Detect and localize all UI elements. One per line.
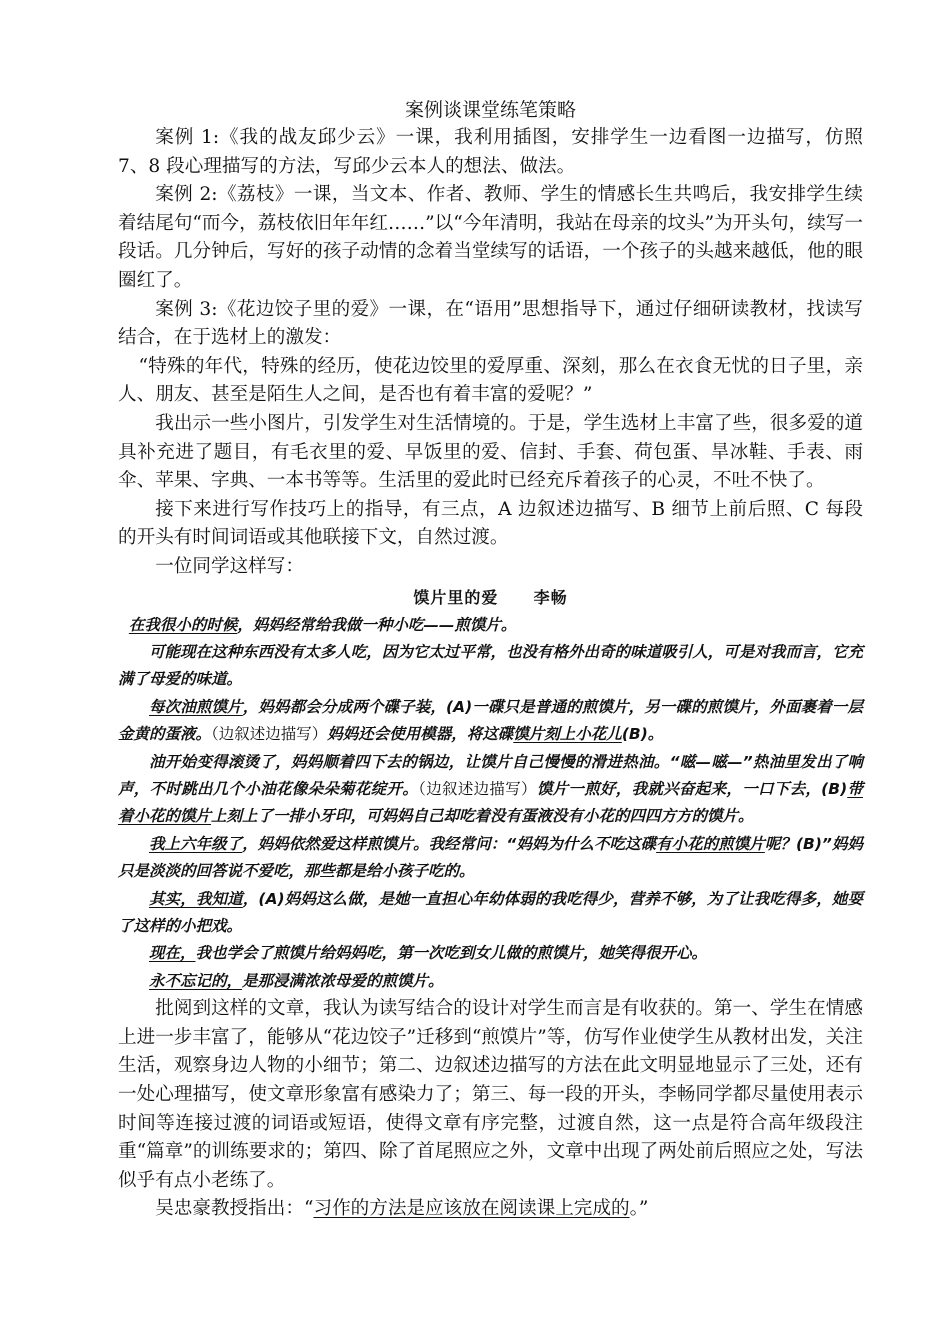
essay-text: 是那浸满浓浓母爱的煎馍片。 (242, 971, 444, 990)
document-page (118, 96, 863, 1224)
essay-paragraph-4 (118, 749, 863, 831)
underlined-phrase: 其实，我知道 (149, 889, 243, 908)
underlined-phrase: 馍片刻上小花儿 (513, 725, 622, 744)
underlined-phrase: 有小花的煎馍片 (656, 834, 765, 853)
annotation-note: （边叙述边描写） (418, 779, 537, 798)
underlined-phrase: 带着小花的馍片 (118, 779, 863, 826)
underlined-phrase: 在我很小的时候 (128, 615, 238, 634)
underlined-phrase: 现在， (149, 944, 196, 963)
images-paragraph: 我出示一些小图片，引发学生对生活情境的。于是，学生选材上丰富了些，很多爱的道具补充进了题目，有毛衣里的爱、早饭里的爱、信封、手套、荷包蛋、旱冰鞋、手表、雨伞、苹果、字典、一本书等等。生活里的爱此时已经充斥着孩子的心灵，不吐不快了。 (118, 412, 863, 492)
essay-heading (118, 584, 863, 612)
case-3-paragraph: 案例 3:《花边饺子里的爱》一课，在“语用”思想指导下，通过仔细研读教材，找读写结合，在于选材上的激发： (118, 298, 863, 349)
essay-text: 上刻上了一排小牙印，可妈妈自己却吃着没有蛋液没有小花的四四方方的馍片。 (211, 807, 754, 826)
case-2-paragraph: 案例 2:《荔枝》一课，当文本、作者、教师、学生的情感长生共鸣后，我安排学生续着结尾句“而今，荔枝依旧年年红……”以“今年清明，我站在母亲的坟头”为开头句，续写一段话。几分钟后，写好的孩子动情的念着当堂续写的话语，一个孩子的头越来越低，他的眼圈红了。 (118, 184, 863, 291)
essay-paragraph-6 (118, 886, 863, 941)
professor-quote-paragraph (118, 1195, 863, 1224)
essay-text: 呢？(B)”妈妈只是淡淡的回答说不爱吃，那些都是给小孩子吃的。 (118, 834, 863, 881)
essay-paragraph-5 (118, 831, 863, 886)
essay-paragraph-7 (118, 940, 863, 967)
essay-text: 妈妈还会使用模器，将这碟 (327, 725, 514, 744)
guidance-paragraph: 接下来进行写作技巧上的指导，有三点，A 边叙述边描写、B 细节上前后照、C 每段的开头有时间词语或其他联接下文，自然过渡。 (118, 498, 863, 549)
essay-text: ，妈妈都会分成两个碟子装，(A)一碟只是普通的煎馍片，另一碟的煎馍片，外面裹着一层金黄的蛋液。 (118, 697, 863, 744)
essay-paragraph-8 (118, 968, 863, 995)
student-intro-paragraph: 一位同学这样写： (155, 555, 304, 577)
case-1-paragraph: 案例 1:《我的战友邱少云》一课，我利用插图，安排学生一边看图一边描写，仿照 7、8 段心理描写的方法，写邱少云本人的想法、做法。 (118, 127, 863, 177)
review-paragraph: 批阅到这样的文章，我认为读写结合的设计对学生而言是有收获的。第一、学生在情感上进一步丰富了，能够从“花边饺子”迁移到“煎馍片”等，仿写作业使学生从教材出发，关注生活，观察身边人物的小细节；第二、边叙述边描写的方法在此文明显地显示了三处，还有一处心理描写，使文章形象富有感染力了；第三、每一段的开头，李畅同学都尽量使用表示时间等连接过渡的词语或短语，使得文章有序完整，过渡自然，这一点是符合高年级段注重“篇章”的训练要求的；第四、除了首尾照应之外，文章中出现了两处前后照应之处，写法似乎有点小老练了。 (118, 998, 863, 1191)
annotation-note: （边叙述边描写） (211, 725, 328, 744)
document-title: 案例谈课堂练笔策略 (404, 99, 576, 121)
essay-text: (B)。 (621, 725, 664, 744)
underlined-quote: 习作的方法是应该放在阅读课上完成的 (313, 1198, 630, 1220)
essay-title: 馍片里的爱 (413, 587, 499, 607)
essay-paragraph-3 (118, 694, 863, 749)
essay-text: ，(A)妈妈这么做，是她一直担心年幼体弱的我吃得少，营养不够，为了让我吃得多，她耍了这样的小把戏。 (118, 889, 863, 935)
essay-paragraph-1 (118, 612, 863, 639)
underlined-phrase: 永不忘记的， (149, 971, 243, 990)
essay-author: 李畅 (533, 587, 568, 607)
quote-mark: 。” (629, 1198, 649, 1220)
underlined-phrase: 每次油煎馍片 (149, 697, 243, 716)
quote-mark: “ (303, 1198, 314, 1220)
essay-paragraph-2: 可能现在这种东西没有太多人吃，因为它太过平常，也没有格外出奇的味道吸引人，可是对我而言，它充满了母爱的味道。 (118, 642, 863, 689)
essay-text: 我也学会了煎馍片给妈妈吃，第一次吃到女儿做的煎馍片，她笑得很开心。 (195, 944, 708, 963)
essay-text: ，妈妈经常给我做一种小吃——煎馍片。 (237, 615, 517, 634)
essay-text: 馍片一煎好，我就兴奋起来，一口下去，(B) (536, 779, 848, 798)
quote-paragraph: “特殊的年代，特殊的经历，使花边饺里的爱厚重、深刻，那么在衣食无忧的日子里，亲人、朋友、甚至是陌生人之间，是否也有着丰富的爱呢？” (118, 355, 863, 406)
essay-text: ，妈妈依然爱这样煎馍片。我经常问：“妈妈为什么不吃这碟 (242, 834, 657, 853)
quote-lead: 吴忠豪教授指出： (155, 1198, 304, 1220)
essay-text: 油开始变得滚烫了，妈妈顺着四下去的锅边，让馍片自己慢慢的滑进热油。“嗞—嗞—”热油里发出了响声，不时跳出几个小油花像朵朵菊花绽开。 (118, 752, 863, 798)
underlined-phrase: 我上六年级了 (149, 834, 243, 853)
